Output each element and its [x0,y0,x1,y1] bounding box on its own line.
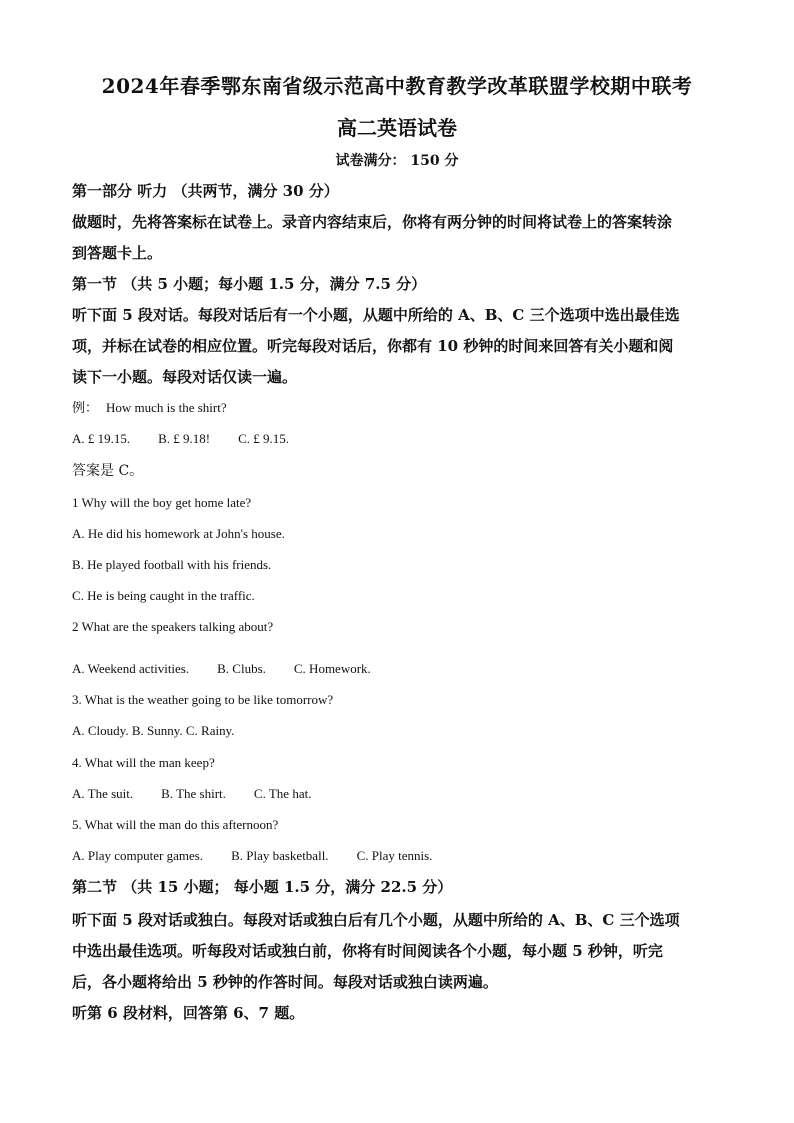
q2-option-b: B. Clubs. [217,661,266,676]
example-label: 例： [72,400,99,415]
section2-instruction-line-1: 听下面 5 段对话或独白。每段对话或独白后有几个小题，从题中所给的 A、B、C 三个选项 [72,911,680,929]
section2-heading: 第二节 （共 15 小题； 每小题 1.5 分，满分 22.5 分） [72,878,453,896]
q4-stem: 4. What will the man keep? [72,755,215,770]
q4-option-b: B. The shirt. [161,786,226,801]
q4-options [72,784,724,804]
q4-option-a: A. The suit. [72,786,134,801]
example-answer: 答案是 C。 [72,463,144,479]
q1-option-b: B. He played football with his friends. [72,557,272,572]
exam-subtitle: 高二英语试卷 [337,116,457,140]
q5-options [72,846,724,866]
part1-heading: 第一部分 听力 （共两节，满分 30 分） [72,182,339,200]
part1-instruction-line-1: 做题时，先将答案标在试卷上。录音内容结束后，你将有两分钟的时间将试卷上的答案转涂 [72,213,673,231]
section1-instruction-line-3: 读下一小题。每段对话仅读一遍。 [72,368,298,386]
full-score-line: 试卷满分： 150 分 [335,153,459,169]
example-option-a: A. £ 19.15. [72,431,131,446]
section2-instruction-line-2: 中选出最佳选项。听每段对话或独白前，你将有时间阅读各个小题，每小题 5 秒钟，听完 [72,942,663,960]
section2-instruction-line-3: 后，各小题将给出 5 秒钟的作答时间。每段对话或独白读两遍。 [72,973,498,991]
q3-option-a: A. Cloudy. [72,723,129,738]
q3-options [72,721,724,741]
q4-option-c: C. The hat. [253,786,312,801]
section2-next-material: 听第 6 段材料，回答第 6、7 题。 [72,1004,305,1022]
example-question [72,398,724,418]
section1-instruction-line-2: 项，并标在试卷的相应位置。听完每段对话后，你都有 10 秒钟的时间来回答有关小题和阅 [72,337,674,355]
example-option-b: B. £ 9.18! [158,431,211,446]
q3-stem: 3. What is the weather going to be like tomorrow? [72,692,334,707]
example-options [72,429,724,449]
q5-option-b: B. Play basketball. [231,848,329,863]
q5-option-a: A. Play computer games. [72,848,204,863]
example-option-c: C. £ 9.15. [238,431,290,446]
q2-stem: 2 What are the speakers talking about? [72,619,274,634]
q1-option-a: A. He did his homework at John's house. [72,526,285,541]
q5-option-c: C. Play tennis. [356,848,433,863]
part1-instruction-line-2: 到答题卡上。 [72,244,163,262]
q2-option-c: C. Homework. [293,661,371,676]
q2-options [72,659,724,679]
q3-option-c: C. Rainy. [185,723,235,738]
exam-title: 2024年春季鄂东南省级示范高中教育教学改革联盟学校期中联考 [101,74,693,98]
example-question-text: How much is the shirt? [106,400,227,415]
section1-heading: 第一节 （共 5 小题；每小题 1.5 分，满分 7.5 分） [72,275,427,293]
section1-instruction-line-1: 听下面 5 段对话。每段对话后有一个小题，从题中所给的 A、B、C 三个选项中选出最佳选 [72,306,680,324]
q3-option-b: B. Sunny. [131,723,183,738]
q1-stem: 1 Why will the boy get home late? [72,495,252,510]
q1-option-c: C. He is being caught in the traffic. [72,588,255,603]
q2-option-a: A. Weekend activities. [72,661,190,676]
q5-stem: 5. What will the man do this afternoon? [72,817,279,832]
